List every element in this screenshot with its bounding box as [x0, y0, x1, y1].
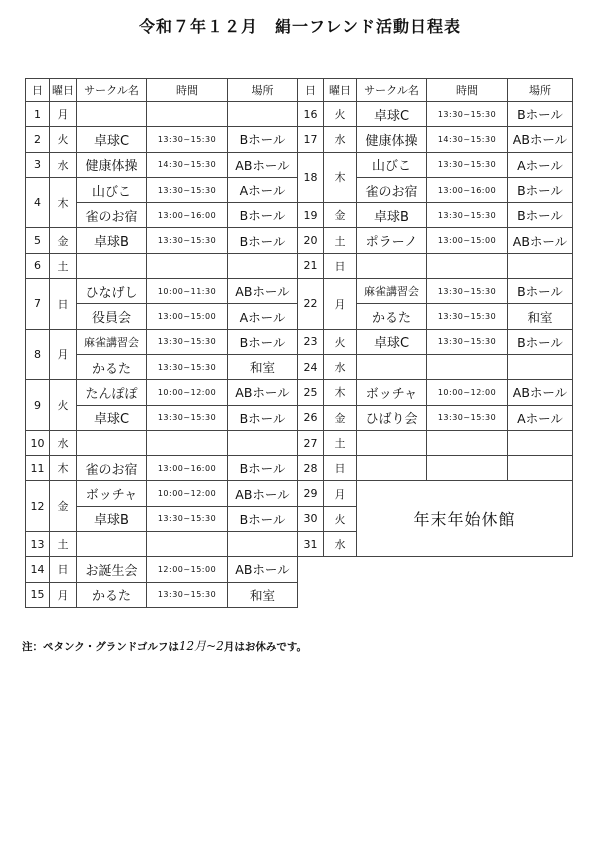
day-number: 29 [298, 481, 324, 506]
club-cell [357, 354, 427, 379]
weekday: 月 [50, 102, 77, 127]
club-cell [77, 532, 147, 557]
table-row [26, 253, 298, 278]
header-place: 場所 [508, 79, 573, 102]
club-name: かるた [357, 304, 427, 329]
weekday: 土 [324, 430, 357, 455]
day-number: 14 [26, 557, 50, 582]
club-name: 健康体操 [77, 152, 147, 177]
day-number: 12 [26, 481, 50, 532]
club-name: 卓球B [77, 228, 147, 253]
time-range: 13:30~15:30 [147, 177, 228, 202]
table-row [26, 582, 298, 607]
table-row [26, 152, 298, 177]
weekday: 月 [50, 329, 77, 380]
place-name: Aホール [228, 177, 298, 202]
club-name: かるた [77, 582, 147, 607]
time-range: 13:30~15:30 [147, 405, 228, 430]
time-range: 10:00~12:00 [427, 380, 508, 405]
time-range: 13:30~15:30 [427, 304, 508, 329]
schedule-table-right [297, 78, 573, 557]
weekday: 土 [324, 228, 357, 253]
time-range: 10:00~12:00 [147, 380, 228, 405]
place-name: Bホール [228, 329, 298, 354]
place-name: Bホール [508, 329, 573, 354]
weekday: 木 [50, 456, 77, 481]
club-cell [77, 102, 147, 127]
table-row [298, 253, 573, 278]
header-row [298, 79, 573, 102]
day-number: 1 [26, 102, 50, 127]
club-name: 山びこ [357, 152, 427, 177]
weekday: 土 [50, 253, 77, 278]
weekday: 水 [324, 127, 357, 152]
time-cell [147, 102, 228, 127]
footnote-suffix: 月はお休みです。 [223, 641, 308, 653]
day-number: 18 [298, 152, 324, 203]
year-end-closure-notice: 年末年始休館 [357, 481, 573, 557]
day-number: 20 [298, 228, 324, 253]
day-number: 28 [298, 456, 324, 481]
place-name: ABホール [508, 380, 573, 405]
place-name: Bホール [228, 405, 298, 430]
place-name: 和室 [228, 354, 298, 379]
time-range: 13:30~15:30 [427, 102, 508, 127]
header-row [26, 79, 298, 102]
weekday: 水 [324, 532, 357, 557]
time-range: 13:00~16:00 [147, 456, 228, 481]
place-name: 和室 [228, 582, 298, 607]
header-day: 日 [26, 79, 50, 102]
club-name: 雀のお宿 [77, 456, 147, 481]
club-name: 健康体操 [357, 127, 427, 152]
time-range: 13:30~15:30 [147, 506, 228, 531]
place-name: Bホール [228, 228, 298, 253]
weekday: 木 [324, 380, 357, 405]
weekday: 火 [50, 380, 77, 431]
club-name: 卓球B [357, 203, 427, 228]
club-name: お誕生会 [77, 557, 147, 582]
table-row [298, 329, 573, 354]
time-range: 13:30~15:30 [427, 405, 508, 430]
place-cell [508, 253, 573, 278]
club-name: ボッチャ [357, 380, 427, 405]
header-time: 時間 [147, 79, 228, 102]
table-row [298, 279, 573, 304]
time-range: 13:30~15:30 [427, 203, 508, 228]
day-number: 30 [298, 506, 324, 531]
time-cell [147, 253, 228, 278]
weekday: 水 [50, 430, 77, 455]
weekday: 月 [324, 279, 357, 330]
place-name: ABホール [508, 127, 573, 152]
day-number: 27 [298, 430, 324, 455]
place-name: Bホール [228, 127, 298, 152]
day-number: 19 [298, 203, 324, 228]
club-name: 卓球C [77, 405, 147, 430]
club-name: たんぽぽ [77, 380, 147, 405]
weekday: 木 [50, 177, 77, 228]
time-cell [427, 253, 508, 278]
weekday: 月 [324, 481, 357, 506]
day-number: 3 [26, 152, 50, 177]
time-range: 13:30~15:30 [147, 582, 228, 607]
header-club: サークル名 [357, 79, 427, 102]
table-row [298, 127, 573, 152]
weekday: 金 [324, 203, 357, 228]
club-name: 雀のお宿 [357, 177, 427, 202]
table-row [298, 102, 573, 127]
weekday: 日 [50, 557, 77, 582]
time-range: 13:00~16:00 [147, 203, 228, 228]
time-cell [427, 456, 508, 481]
time-range: 13:30~15:30 [147, 127, 228, 152]
table-row [298, 405, 573, 430]
time-range: 12:00~15:00 [147, 557, 228, 582]
header-time: 時間 [427, 79, 508, 102]
day-number: 25 [298, 380, 324, 405]
day-number: 23 [298, 329, 324, 354]
weekday: 火 [50, 127, 77, 152]
header-club: サークル名 [77, 79, 147, 102]
place-name: Bホール [228, 506, 298, 531]
day-number: 22 [298, 279, 324, 330]
day-number: 4 [26, 177, 50, 228]
club-cell [357, 456, 427, 481]
club-name: 雀のお宿 [77, 203, 147, 228]
weekday: 土 [50, 532, 77, 557]
table-row [298, 203, 573, 228]
weekday: 日 [324, 253, 357, 278]
place-name: Bホール [228, 203, 298, 228]
weekday: 火 [324, 506, 357, 531]
table-row [26, 329, 298, 354]
club-name: 卓球B [77, 506, 147, 531]
header-day: 日 [298, 79, 324, 102]
time-range: 13:30~15:30 [147, 354, 228, 379]
table-row [26, 481, 298, 506]
club-cell [77, 430, 147, 455]
club-name: 卓球C [357, 329, 427, 354]
table-row [26, 557, 298, 582]
place-name: ABホール [228, 380, 298, 405]
club-name: 麻雀講習会 [357, 279, 427, 304]
table-row [26, 532, 298, 557]
day-number: 16 [298, 102, 324, 127]
table-row [298, 430, 573, 455]
club-name: 卓球C [357, 102, 427, 127]
place-name: ABホール [508, 228, 573, 253]
weekday: 金 [50, 481, 77, 532]
weekday: 水 [50, 152, 77, 177]
table-row [26, 127, 298, 152]
place-name: Aホール [508, 405, 573, 430]
time-range: 13:30~15:30 [427, 152, 508, 177]
table-row [26, 177, 298, 202]
time-range: 13:30~15:30 [427, 279, 508, 304]
day-number: 13 [26, 532, 50, 557]
table-row [26, 380, 298, 405]
time-range: 14:30~15:30 [147, 152, 228, 177]
time-cell [147, 532, 228, 557]
day-number: 5 [26, 228, 50, 253]
table-row [26, 279, 298, 304]
table-row [298, 152, 573, 177]
club-name: ボッチャ [77, 481, 147, 506]
day-number: 7 [26, 279, 50, 330]
time-cell [147, 430, 228, 455]
place-cell [508, 354, 573, 379]
place-cell [228, 102, 298, 127]
header-place: 場所 [228, 79, 298, 102]
table-row [298, 456, 573, 481]
table-row [298, 228, 573, 253]
page-title: 令和７年１２月 絹一フレンド活動日程表 [139, 17, 461, 36]
weekday: 火 [324, 329, 357, 354]
table-row [26, 228, 298, 253]
table-row [298, 481, 573, 506]
place-cell [228, 532, 298, 557]
club-cell [357, 253, 427, 278]
day-number: 21 [298, 253, 324, 278]
club-name: かるた [77, 354, 147, 379]
time-range: 13:30~15:30 [147, 329, 228, 354]
weekday: 金 [50, 228, 77, 253]
club-name: ひばり会 [357, 405, 427, 430]
club-cell [357, 430, 427, 455]
table-row [298, 354, 573, 379]
time-range: 13:00~15:00 [147, 304, 228, 329]
weekday: 火 [324, 102, 357, 127]
place-name: Bホール [508, 203, 573, 228]
place-cell [228, 253, 298, 278]
time-cell [427, 430, 508, 455]
time-cell [427, 354, 508, 379]
weekday: 月 [50, 582, 77, 607]
time-range: 14:30~15:30 [427, 127, 508, 152]
club-name: ポラーノ [357, 228, 427, 253]
day-number: 17 [298, 127, 324, 152]
day-number: 24 [298, 354, 324, 379]
place-name: ABホール [228, 279, 298, 304]
place-name: ABホール [228, 152, 298, 177]
table-row [26, 102, 298, 127]
club-name: 卓球C [77, 127, 147, 152]
day-number: 6 [26, 253, 50, 278]
place-name: 和室 [508, 304, 573, 329]
weekday: 金 [324, 405, 357, 430]
day-number: 8 [26, 329, 50, 380]
place-name: Aホール [228, 304, 298, 329]
time-range: 13:30~15:30 [427, 329, 508, 354]
table-row [298, 380, 573, 405]
handwritten-months: 12月~2 [178, 639, 224, 653]
place-name: Bホール [508, 177, 573, 202]
weekday: 木 [324, 152, 357, 203]
place-name: Bホール [228, 456, 298, 481]
place-cell [508, 430, 573, 455]
day-number: 15 [26, 582, 50, 607]
place-cell [228, 430, 298, 455]
time-range: 10:00~11:30 [147, 279, 228, 304]
header-dow: 曜日 [324, 79, 357, 102]
day-number: 9 [26, 380, 50, 431]
footnote-prefix: 注：ペタンク・グランドゴルフは [22, 641, 179, 653]
weekday: 日 [50, 279, 77, 330]
day-number: 26 [298, 405, 324, 430]
time-range: 13:00~16:00 [427, 177, 508, 202]
place-name: ABホール [228, 557, 298, 582]
club-cell [77, 253, 147, 278]
day-number: 10 [26, 430, 50, 455]
club-name: 役員会 [77, 304, 147, 329]
schedule-table-left [25, 78, 298, 608]
header-dow: 曜日 [50, 79, 77, 102]
table-row [26, 456, 298, 481]
club-name: ひなげし [77, 279, 147, 304]
day-number: 31 [298, 532, 324, 557]
table-row [26, 430, 298, 455]
day-number: 11 [26, 456, 50, 481]
time-range: 13:30~15:30 [147, 228, 228, 253]
weekday: 日 [324, 456, 357, 481]
day-number: 2 [26, 127, 50, 152]
place-name: Aホール [508, 152, 573, 177]
time-range: 13:00~15:00 [427, 228, 508, 253]
time-range: 10:00~12:00 [147, 481, 228, 506]
place-name: Bホール [508, 102, 573, 127]
club-name: 麻雀講習会 [77, 329, 147, 354]
weekday: 水 [324, 354, 357, 379]
place-cell [508, 456, 573, 481]
place-name: ABホール [228, 481, 298, 506]
place-name: Bホール [508, 279, 573, 304]
footnote [22, 637, 307, 654]
club-name: 山びこ [77, 177, 147, 202]
